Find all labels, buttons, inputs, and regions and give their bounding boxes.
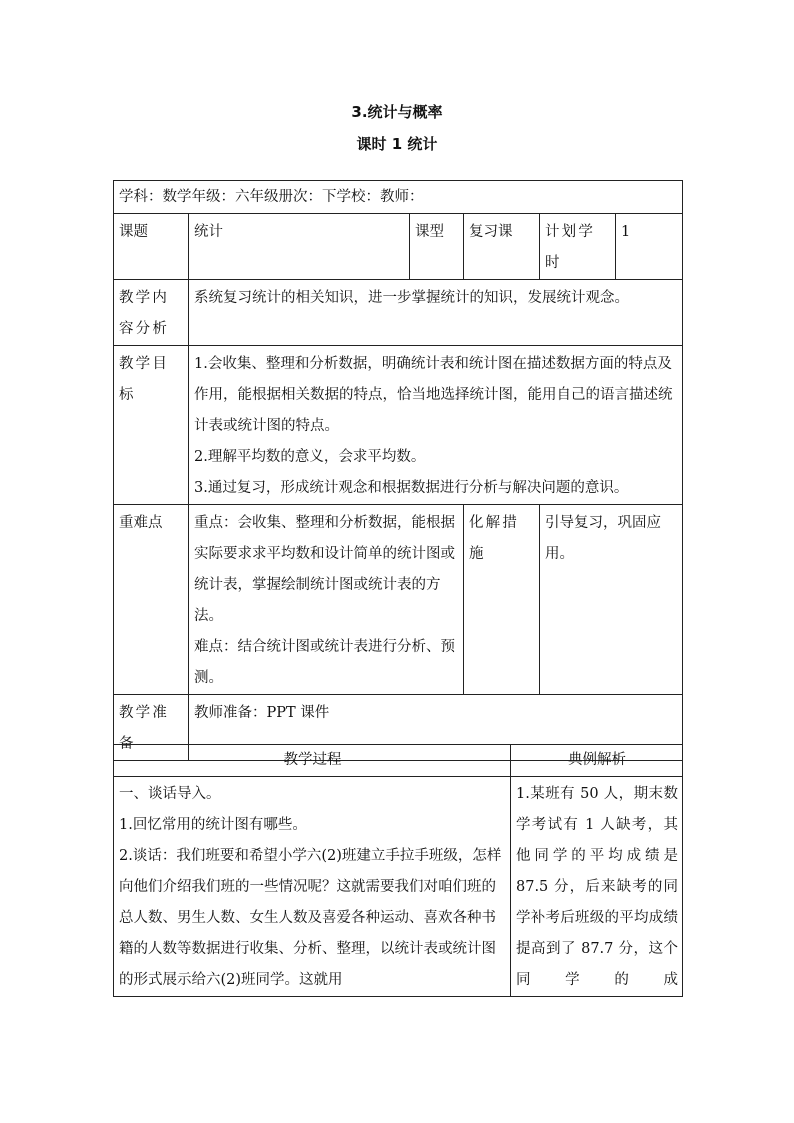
page-subtitle: 课时 1 统计 xyxy=(356,135,438,153)
process-header: 教学过程 xyxy=(114,745,511,777)
page-title: 3.统计与概率 xyxy=(351,103,443,121)
method-label: 化解措施 xyxy=(464,505,540,695)
process-line: 一、谈话导入。 xyxy=(119,786,221,802)
process-table xyxy=(113,744,683,997)
key-points-label: 重难点 xyxy=(114,505,189,695)
content-analysis-text: 系统复习统计的相关知识，进一步掌握统计的知识，发展统计观念。 xyxy=(189,280,683,346)
difficult-point-text: 难点：结合统计图或统计表进行分析、预测。 xyxy=(194,639,455,686)
example-text: 1.某班有 50 人，期末数学考试有 1 人缺考，其他同学的平均成绩是 87.5 分，后来缺考的同学补考后班级的平均成绩提高到了 87.7 分，这个同学的成 xyxy=(511,777,683,997)
objective-item: 2.理解平均数的意义，会求平均数。 xyxy=(194,449,426,465)
topic-value: 统计 xyxy=(189,214,410,280)
type-value: 复习课 xyxy=(464,214,540,280)
objective-item: 1.会收集、整理和分析数据，明确统计表和统计图在描述数据方面的特点及作用，能根据相关数据的特点，恰当地选择统计图，能用自己的语言描述统计表或统计图的特点。 xyxy=(194,356,673,434)
lesson-plan-table xyxy=(113,180,683,761)
topic-label: 课题 xyxy=(114,214,189,280)
info-row: 学科：数学年级：六年级册次：下学校：教师： xyxy=(114,181,683,214)
objectives-label: 教学目标 xyxy=(114,346,189,505)
hours-value: 1 xyxy=(616,214,683,280)
key-points-cell xyxy=(189,505,464,695)
content-analysis-label: 教学内容分析 xyxy=(114,280,189,346)
hours-label: 计划学时 xyxy=(540,214,616,280)
process-line: 2.谈话：我们班要和希望小学六(2)班建立手拉手班级，怎样向他们介绍我们班的一些情况呢？这就需要我们对咱们班的总人数、男生人数、女生人数及喜爱各种运动、喜欢各种书籍的人数等数据进行收集、分析、整理，以统计表或统计图的形式展示给六(2)班同学。这就用 xyxy=(119,848,502,988)
preparation-label: 教学准备 xyxy=(114,695,189,761)
method-value: 引导复习，巩固应用。 xyxy=(540,505,683,695)
type-label: 课型 xyxy=(410,214,464,280)
objective-item: 3.通过复习，形成统计观念和根据数据进行分析与解决问题的意识。 xyxy=(194,480,629,496)
key-point-text: 重点：会收集、整理和分析数据，能根据实际要求求平均数和设计简单的统计图或统计表，掌握绘制统计图或统计表的方法。 xyxy=(194,515,455,624)
process-line: 1.回忆常用的统计图有哪些。 xyxy=(119,817,307,833)
example-header: 典例解析 xyxy=(511,745,683,777)
preparation-text: 教师准备：PPT 课件 xyxy=(189,695,683,761)
process-cell xyxy=(114,777,511,997)
objectives-cell xyxy=(189,346,683,505)
